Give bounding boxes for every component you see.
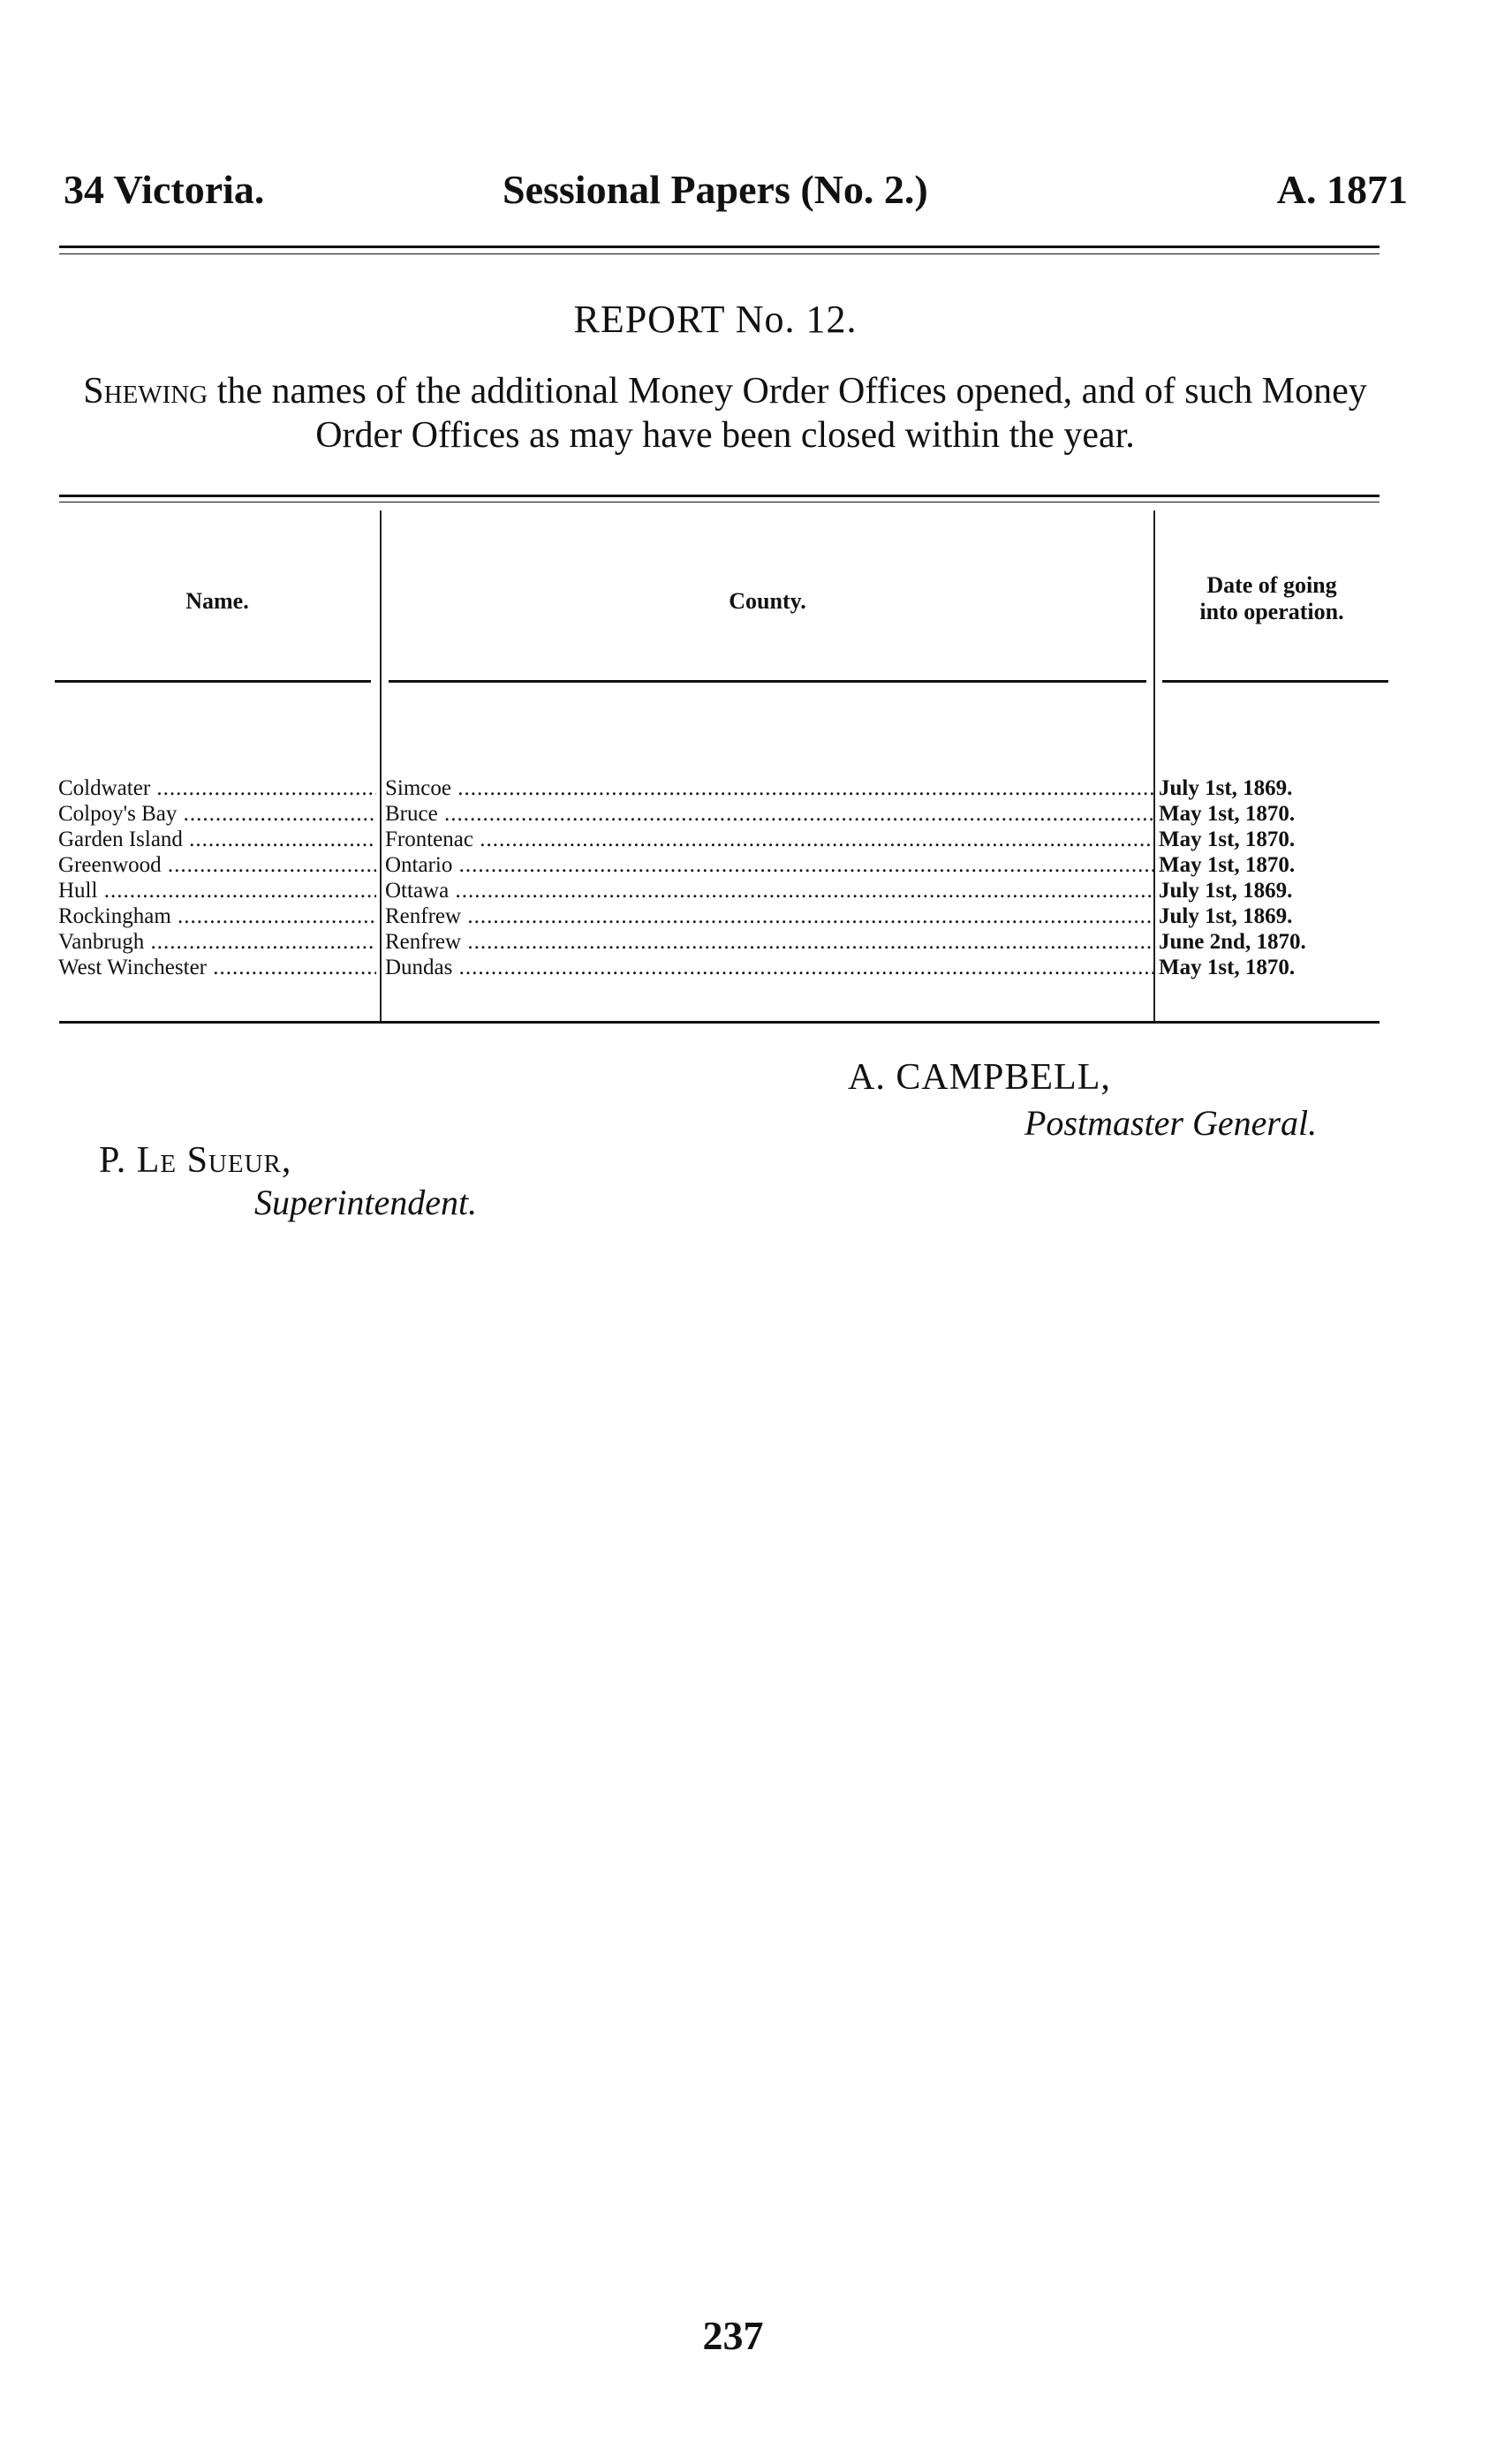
office-name: Hull ..... — [58, 878, 376, 903]
office-date: June 2nd, 1870. — [1159, 930, 1306, 954]
header-underline-name — [55, 680, 371, 683]
office-date: July 1st, 1869. — [1159, 904, 1293, 928]
intro-text: the names of the additional Money Order Offices opened, and of such Money Order Offices as may have been closed within the year. — [208, 371, 1367, 456]
intro-lead: Shewing — [83, 371, 208, 412]
header-rule-thin — [59, 253, 1380, 254]
header-session: 34 Victoria. — [64, 167, 265, 212]
table-row — [55, 955, 1388, 980]
money-order-offices-table — [55, 510, 1388, 1023]
office-county: Dundas ..... — [385, 955, 1155, 980]
superintendent-title: Superintendent. — [254, 1183, 478, 1222]
office-name: Vanbrugh ..... — [58, 929, 376, 955]
office-county: Renfrew ..... — [385, 903, 1155, 929]
table-row — [55, 801, 1388, 827]
table-row — [55, 775, 1388, 801]
table-row — [55, 929, 1388, 955]
table-row — [55, 827, 1388, 852]
table-top-rule-thin — [59, 502, 1380, 503]
office-name: Coldwater ..... — [58, 775, 376, 801]
office-name: Rockingham ..... — [58, 903, 376, 929]
office-county: Bruce ..... — [385, 801, 1155, 827]
office-county: Renfrew ..... — [385, 929, 1155, 955]
table-row — [55, 903, 1388, 929]
office-name: Colpoy's Bay ..... — [58, 801, 376, 827]
header-year: A. 1871 — [1276, 167, 1408, 212]
table-bottom-rule — [59, 1021, 1380, 1024]
column-header-date-line2: into operation. — [1199, 599, 1344, 624]
office-date: May 1st, 1870. — [1159, 802, 1296, 826]
header-rule-thick — [59, 246, 1380, 248]
office-county: Frontenac ..... — [385, 827, 1155, 852]
office-county: Ottawa ..... — [385, 878, 1155, 903]
postmaster-title: Postmaster General. — [1024, 1103, 1318, 1143]
office-name: Garden Island ..... — [58, 827, 376, 852]
table-body — [55, 775, 1388, 980]
report-intro — [58, 369, 1392, 457]
table-row — [55, 852, 1388, 878]
office-date: July 1st, 1869. — [1159, 776, 1293, 800]
column-header-date-line1: Date of going — [1206, 572, 1337, 598]
report-title: REPORT No. 12. — [573, 298, 858, 341]
office-name: West Winchester ..... — [58, 955, 376, 980]
superintendent-name: P. Le Sueur, — [99, 1140, 292, 1181]
office-county: Ontario ..... — [385, 852, 1155, 878]
header-underline-date — [1162, 680, 1388, 683]
header-underline-county — [389, 680, 1146, 683]
office-county: Simcoe ..... — [385, 775, 1155, 801]
column-header-date — [1155, 572, 1388, 625]
table-top-rule-thick — [59, 495, 1380, 497]
page-number: 237 — [702, 2313, 764, 2358]
office-date: July 1st, 1869. — [1159, 879, 1293, 903]
table-row — [55, 878, 1388, 903]
office-name: Greenwood ..... — [58, 852, 376, 878]
office-date: May 1st, 1870. — [1159, 828, 1296, 851]
office-date: May 1st, 1870. — [1159, 853, 1296, 877]
column-header-name: Name. — [185, 588, 249, 614]
column-header-county: County. — [729, 588, 806, 614]
header-sessional-papers: Sessional Papers (No. 2.) — [503, 167, 928, 212]
office-date: May 1st, 1870. — [1159, 956, 1296, 979]
running-header — [55, 157, 1408, 228]
postmaster-name: A. CAMPBELL, — [848, 1057, 1111, 1098]
